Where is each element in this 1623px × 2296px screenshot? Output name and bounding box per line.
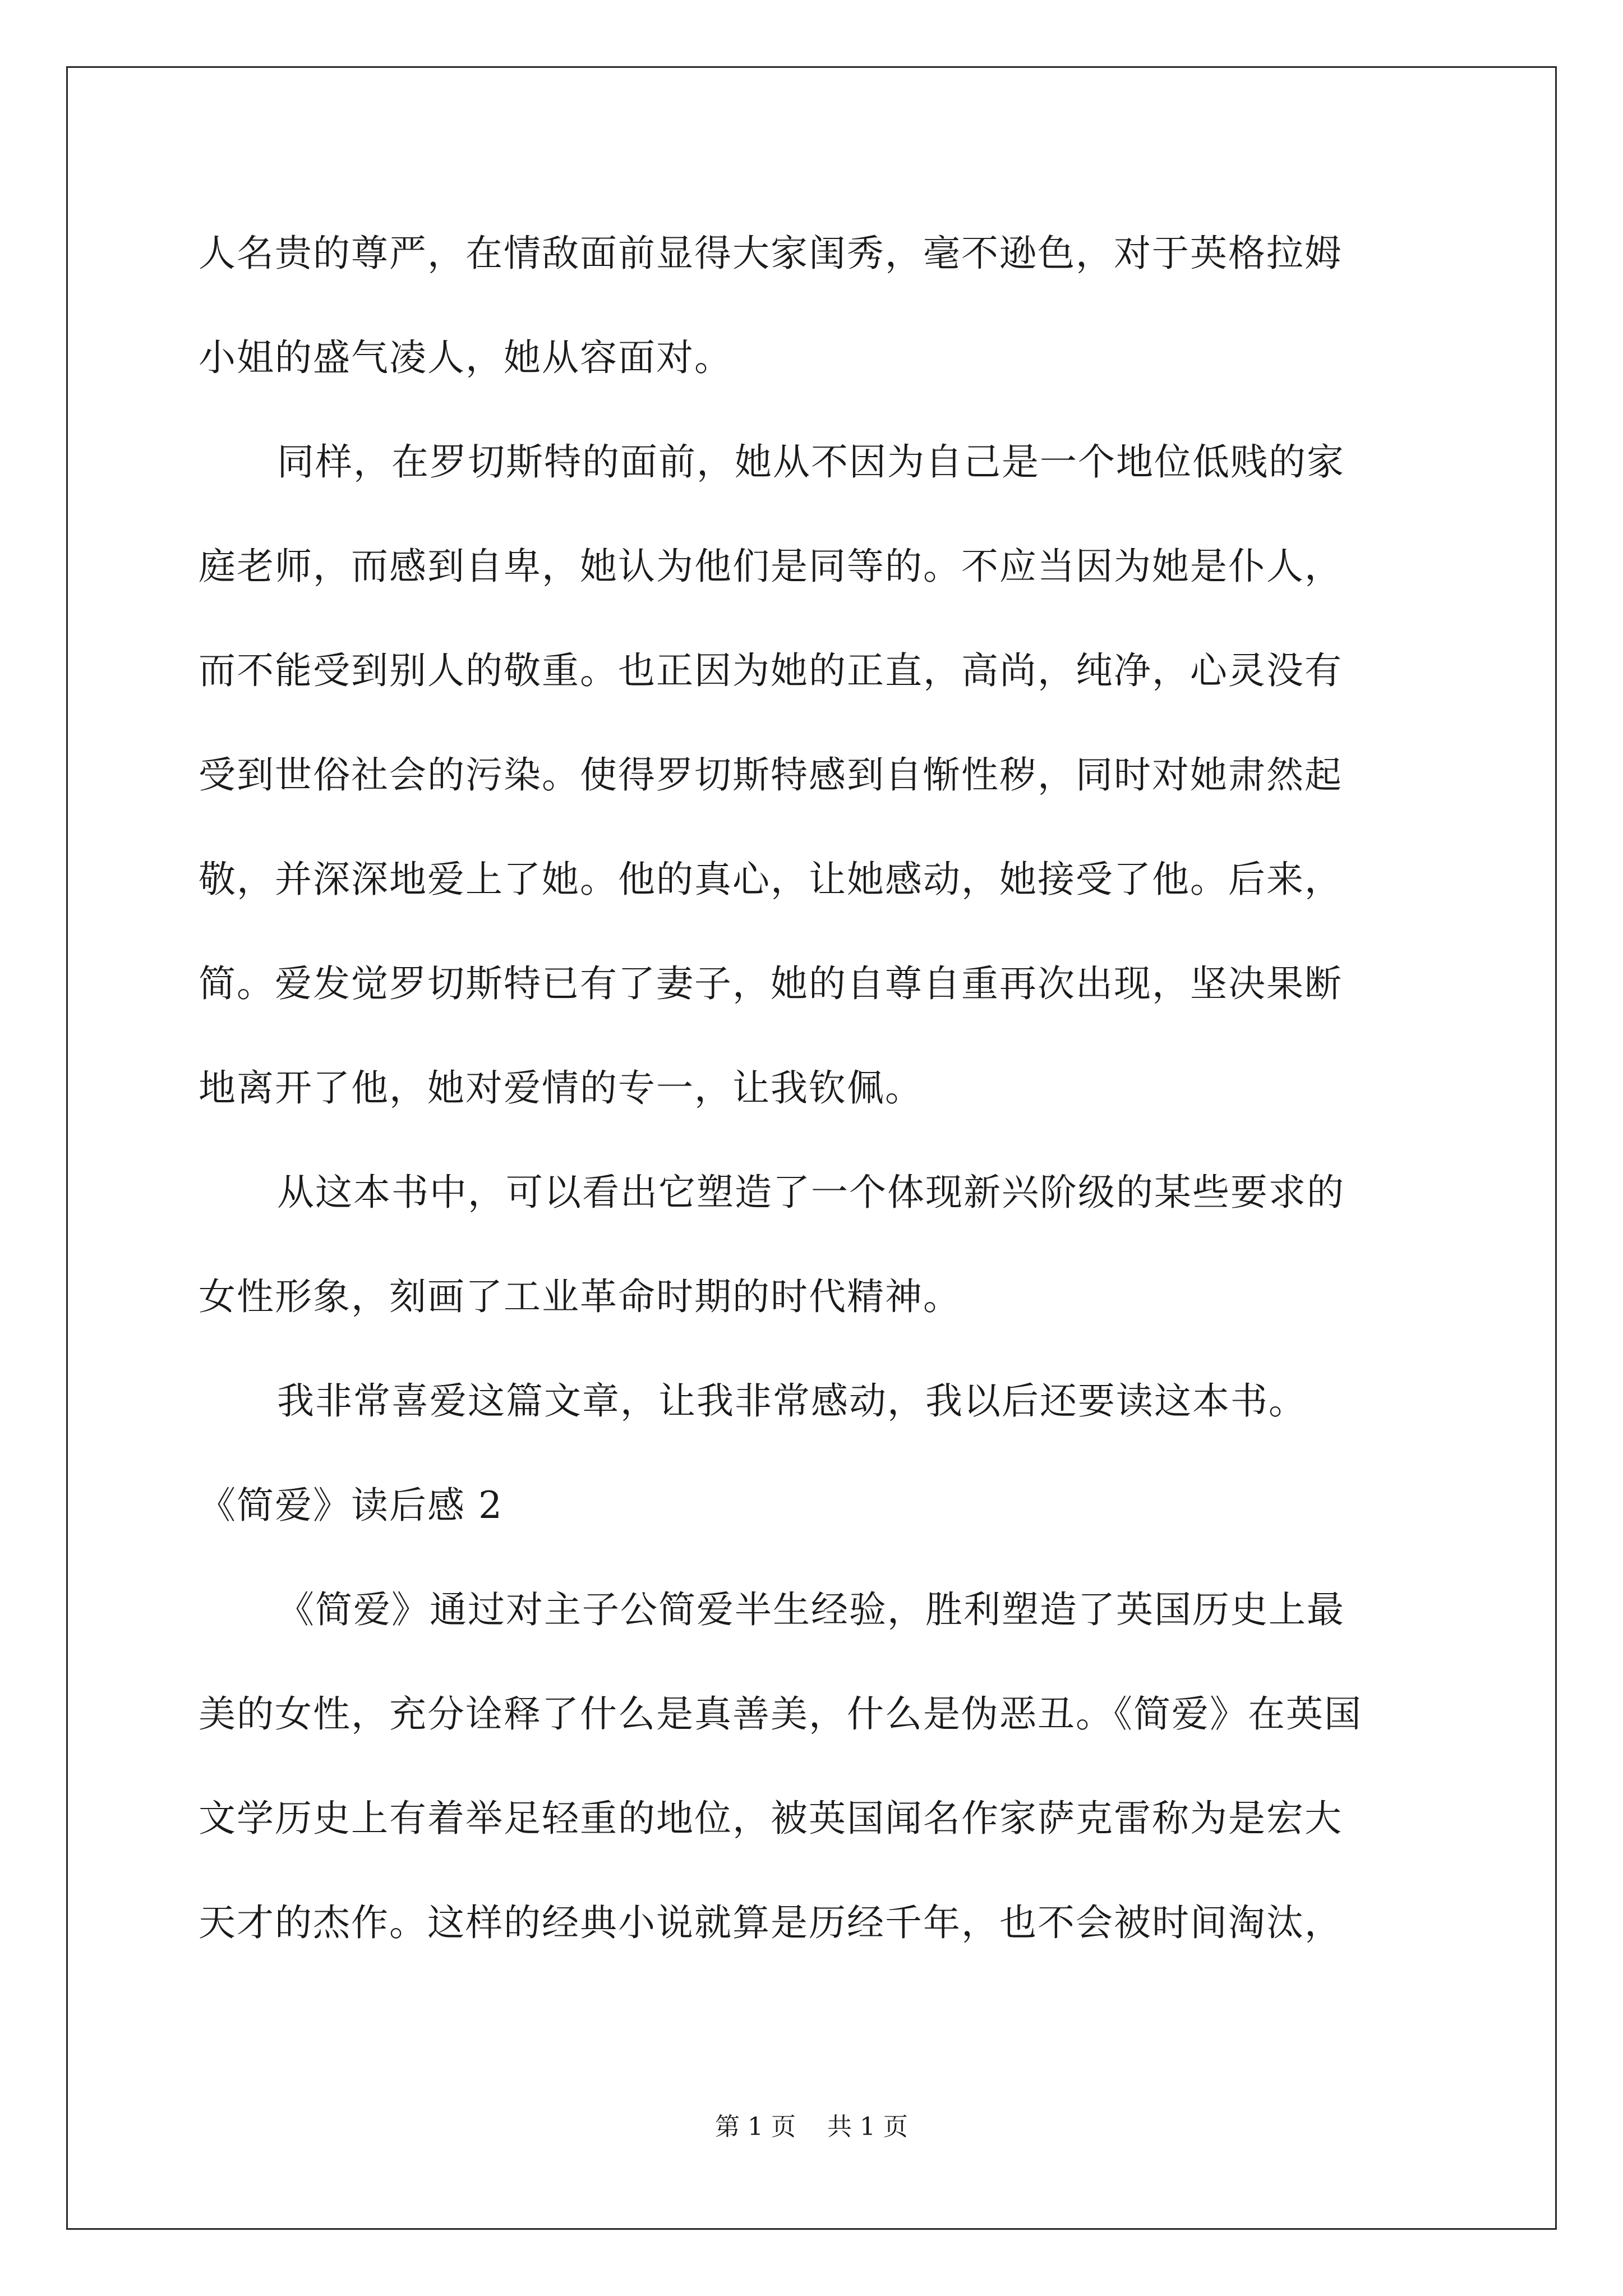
section-heading: 《简爱》读后感 2 [199,1484,503,1527]
text-line: 地离开了他，她对爱情的专一，让我钦佩。 [199,1066,923,1110]
text-line: 敬，并深深地爱上了她。他的真心，让她感动，她接受了他。后来， [199,858,1343,901]
page-footer: 第 1 页 共 1 页 [715,2113,908,2141]
text-line: 人名贵的尊严，在情敌面前显得大家闺秀，毫不逊色，对于英格拉姆 [199,232,1343,275]
text-line: 天才的杰作。这样的经典小说就算是历经千年，也不会被时间淘汰， [199,1901,1343,1944]
document-body [199,219,1432,1993]
text-line: 简。爱发觉罗切斯特已有了妻子，她的自尊自重再次出现，坚决果断 [199,962,1343,1005]
text-line: 庭老师，而感到自卑，她认为他们是同等的。不应当因为她是仆人， [199,545,1343,588]
text-line: 文学历史上有着举足轻重的地位，被英国闻名作家萨克雷称为是宏大 [199,1797,1343,1840]
text-line: 美的女性，充分诠释了什么是真善美，什么是伪恶丑。《简爱》在英国 [199,1692,1362,1736]
paragraph-start-line: 从这本书中，可以看出它塑造了一个体现新兴阶级的某些要求的 [277,1171,1345,1214]
text-line: 女性形象，刻画了工业革命时期的时代精神。 [199,1275,961,1318]
paragraph-start-line: 我非常喜爱这篇文章，让我非常感动，我以后还要读这本书。 [277,1379,1307,1423]
paragraph-start-line: 同样，在罗切斯特的面前，她从不因为自己是一个地位低贱的家 [277,440,1345,484]
text-line: 受到世俗社会的污染。使得罗切斯特感到自惭性秽，同时对她肃然起 [199,753,1343,797]
text-line: 小姐的盛气凌人，她从容面对。 [199,336,732,379]
paragraph-start-line: 《简爱》通过对主子公简爱半生经验，胜利塑造了英国历史上最 [277,1588,1345,1631]
text-line: 而不能受到别人的敬重。也正因为她的正直，高尚，纯净，心灵没有 [199,649,1343,692]
